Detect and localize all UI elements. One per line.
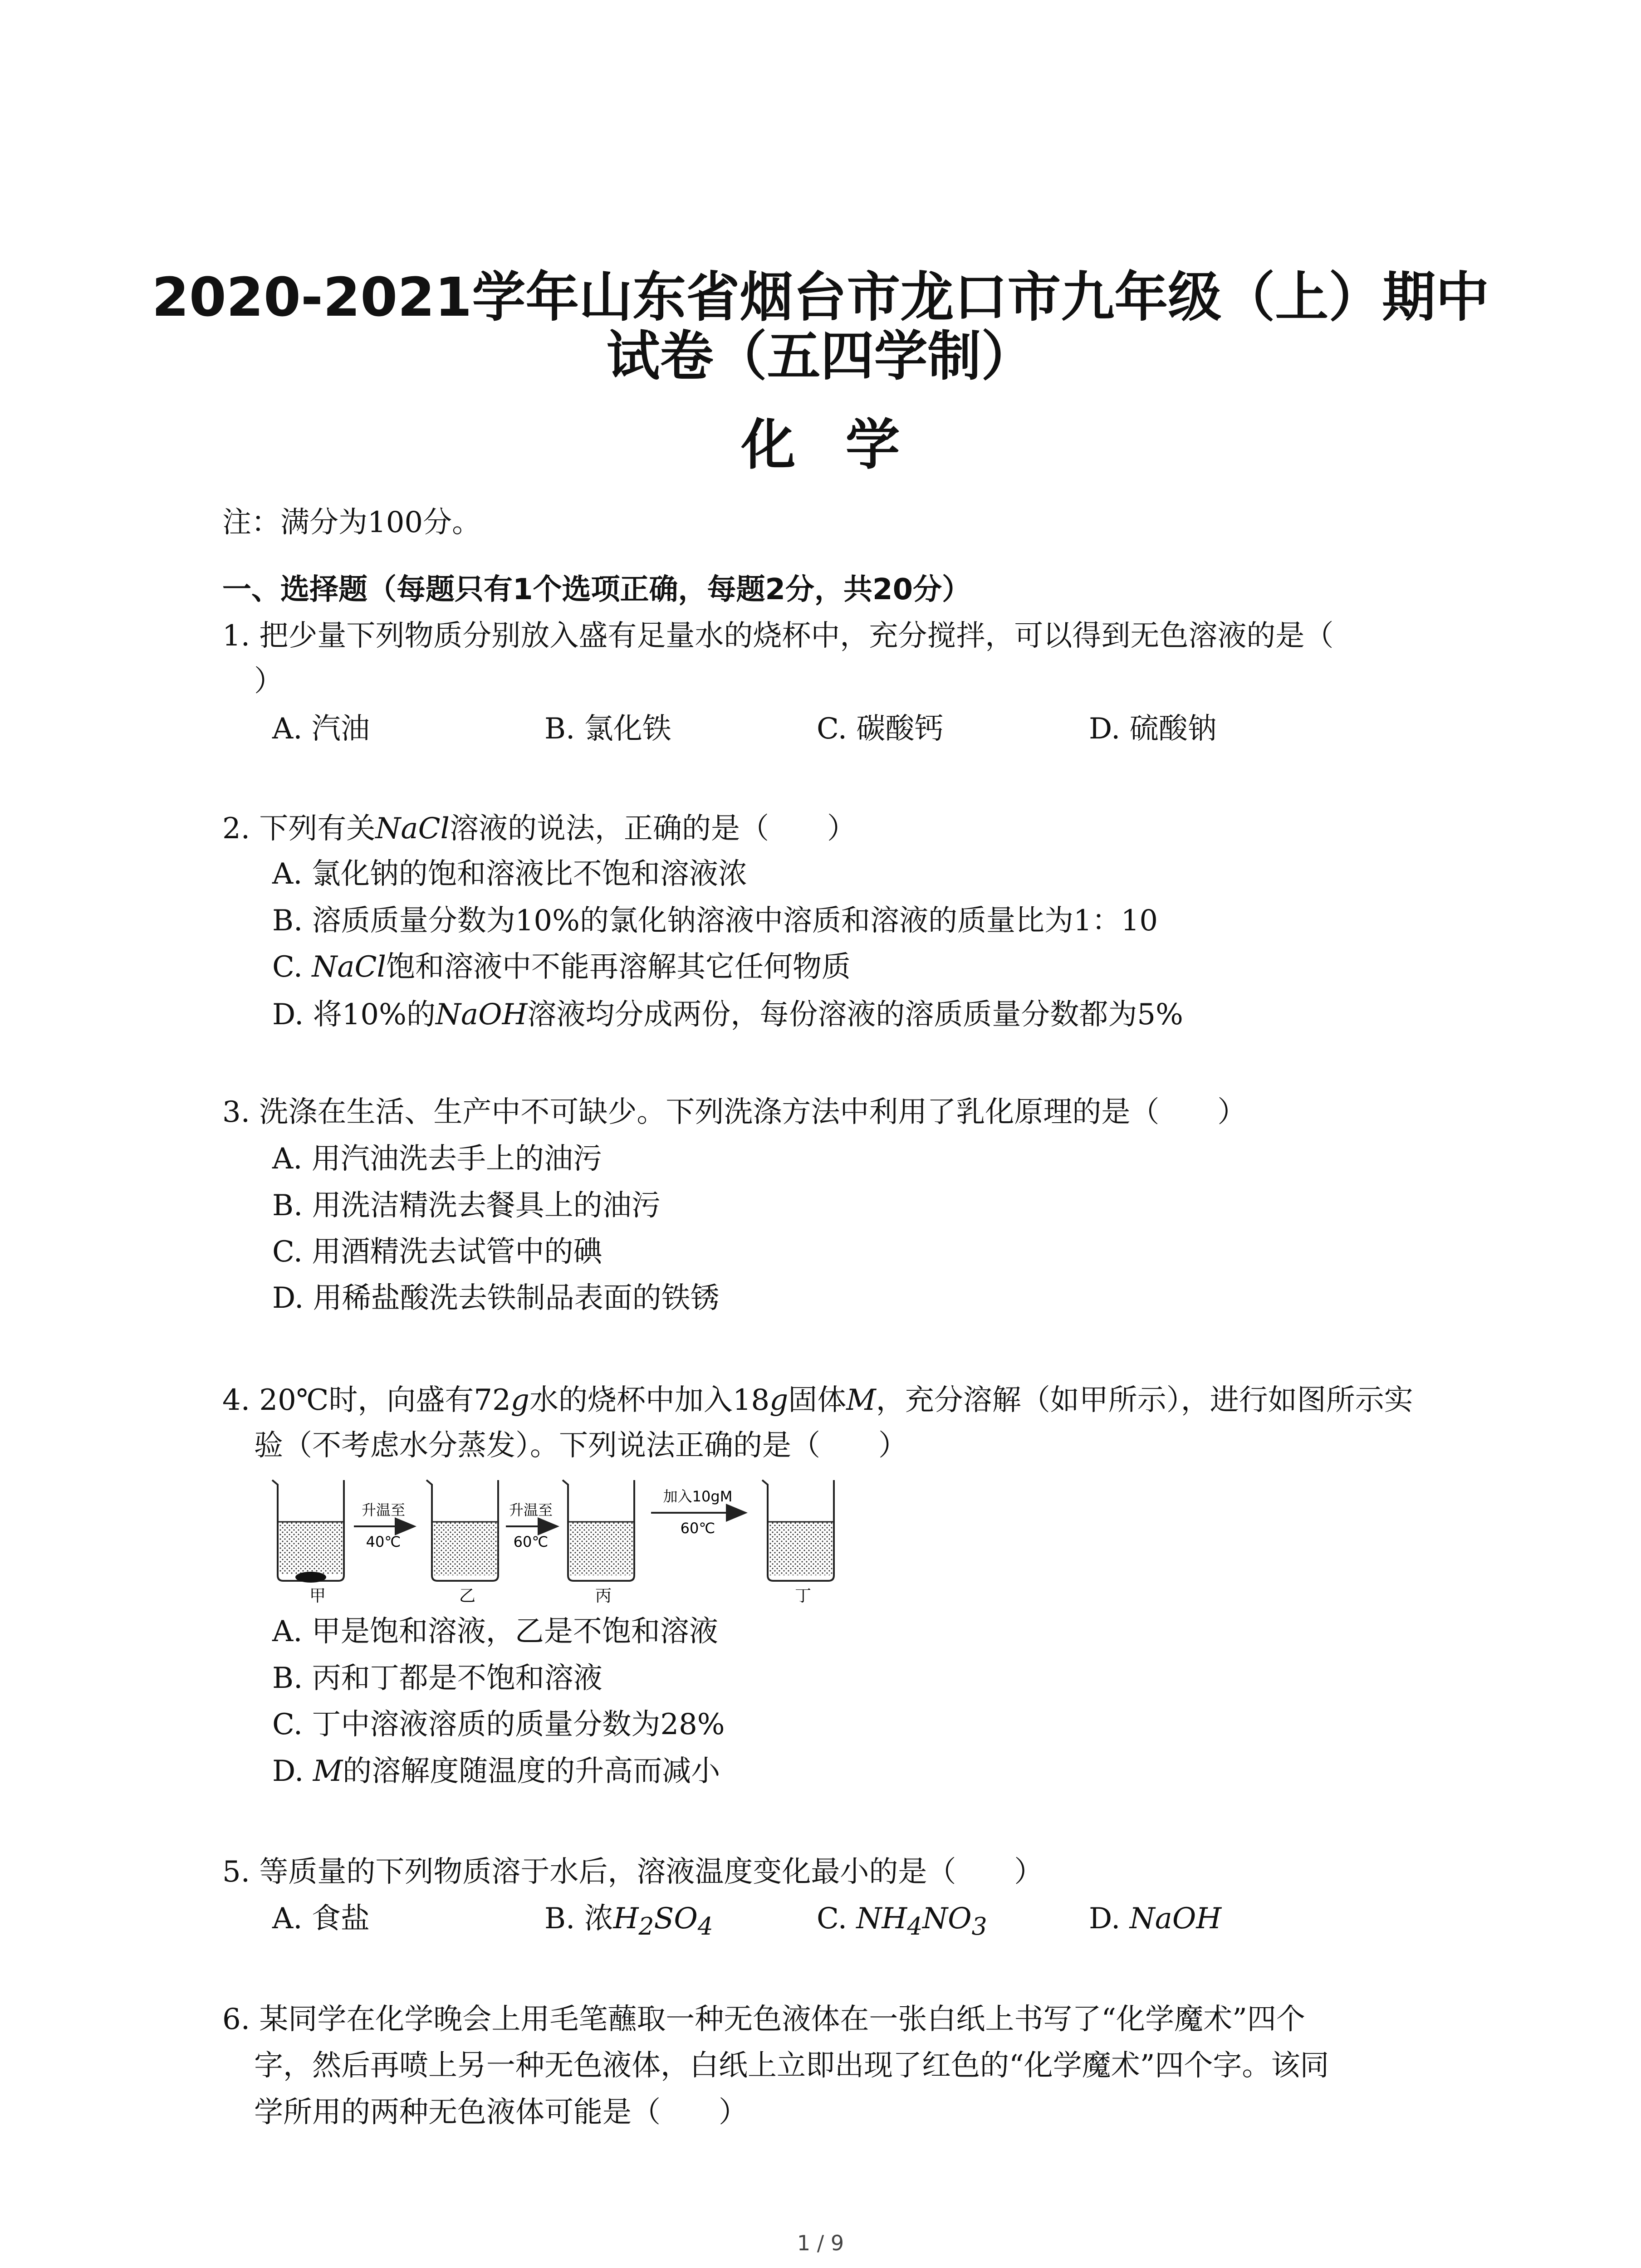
beaker-jia: [272, 1480, 344, 1583]
q4-stem-line1: 4. 20℃时，向盛有72g水的烧杯中加入18g固体M，充分溶解（如甲所示），进行如图所示实: [222, 1383, 1413, 1417]
exam-title-line1: 2020-2021学年山东省烟台市龙口市九年级（上）期中: [152, 266, 1489, 328]
label-jia: 甲: [309, 1587, 326, 1603]
q2-option-b: B. 溶质质量分数为10%的氯化钠溶液中溶质和溶液的质量比为1：10: [272, 904, 1158, 938]
svg-text:升温至: 升温至: [361, 1501, 406, 1519]
arrow-heat-60: [506, 1501, 556, 1550]
beaker-yi: [426, 1480, 498, 1581]
q4-option-d: D. M的溶解度随温度的升高而减小: [272, 1755, 720, 1788]
q6-stem-line1: 6. 某同学在化学晚会上用毛笔蘸取一种无色液体在一张白纸上书写了“化学魔术”四个: [222, 2003, 1305, 2036]
beaker-experiment-figure: [268, 1472, 885, 1603]
q5-option-a: A. 食盐: [272, 1902, 370, 1936]
q5-stem: 5. 等质量的下列物质溶于水后，溶液温度变化最小的是（ ）: [222, 1855, 1043, 1889]
q2-option-c: C. NaCl饱和溶液中不能再溶解其它任何物质: [272, 950, 851, 984]
q2-option-d: D. 将10%的NaOH溶液均分成两份，每份溶液的溶质质量分数都为5%: [272, 998, 1183, 1031]
svg-text:60℃: 60℃: [513, 1533, 549, 1550]
q5-option-b: B. 浓$H_2SO_4$: [544, 1902, 713, 1941]
q3-option-b: B. 用洗洁精洗去餐具上的油污: [272, 1189, 661, 1222]
q3-option-a: A. 用汽油洗去手上的油污: [272, 1142, 602, 1176]
q5-option-c: C. $NH_4NO_3$: [817, 1902, 987, 1941]
subject-title: 化学: [741, 414, 950, 477]
beaker-ding: [762, 1480, 834, 1581]
q1-stem-line2: ）: [254, 665, 283, 698]
svg-text:升温至: 升温至: [509, 1501, 553, 1519]
q6-stem-line3: 学所用的两种无色液体可能是（ ）: [254, 2096, 748, 2129]
q3-stem: 3. 洗涤在生活、生产中不可缺少。下列洗涤方法中利用了乳化原理的是（ ）: [222, 1095, 1247, 1129]
q6-stem-line2: 字，然后再喷上另一种无色液体，白纸上立即出现了红色的“化学魔术”四个字。该同: [254, 2049, 1329, 2082]
q1-option-a: A. 汽油: [272, 712, 370, 746]
q1-option-c: C. 碳酸钙: [817, 712, 944, 746]
q3-option-d: D. 用稀盐酸洗去铁制品表面的铁锈: [272, 1281, 720, 1315]
q4-option-c: C. 丁中溶液溶质的质量分数为28%: [272, 1708, 725, 1741]
q1-option-d: D. 硫酸钠: [1089, 712, 1217, 746]
q2-stem: 2. 下列有关NaCl溶液的说法，正确的是（ ）: [222, 812, 856, 846]
arrow-add-10g-m: [651, 1488, 744, 1537]
label-yi: 乙: [459, 1587, 476, 1603]
q1-stem-line1: 1. 把少量下列物质分别放入盛有足量水的烧杯中，充分搅拌，可以得到无色溶液的是（: [222, 619, 1334, 653]
q3-option-c: C. 用酒精洗去试管中的碘: [272, 1235, 603, 1269]
q2-option-a: A. 氯化钠的饱和溶液比不饱和溶液浓: [272, 857, 747, 891]
q1-option-b: B. 氯化铁: [544, 712, 671, 746]
q5-option-d: D. NaOH: [1089, 1902, 1222, 1936]
q4-stem-line2: 验（不考虑水分蒸发）。下列说法正确的是（ ）: [254, 1429, 907, 1462]
beaker-bing: [563, 1480, 634, 1581]
svg-text:40℃: 40℃: [366, 1533, 401, 1550]
svg-text:加入10gM: 加入10gM: [663, 1488, 733, 1505]
score-note: 注：满分为100分。: [222, 506, 481, 539]
svg-text:60℃: 60℃: [680, 1520, 715, 1537]
label-ding: 丁: [794, 1587, 812, 1603]
q4-option-a: A. 甲是饱和溶液，乙是不饱和溶液: [272, 1615, 718, 1648]
exam-title-line2: 试卷（五四学制）: [606, 325, 1035, 387]
q4-option-b: B. 丙和丁都是不饱和溶液: [272, 1662, 603, 1695]
undissolved-solid: [295, 1572, 326, 1583]
section-heading: 一、选择题（每题只有1个选项正确，每题2分，共20分）: [222, 573, 971, 606]
page-number: 1 / 9: [797, 2231, 844, 2255]
arrow-heat-40: [354, 1501, 413, 1550]
label-bing: 丙: [595, 1587, 612, 1603]
